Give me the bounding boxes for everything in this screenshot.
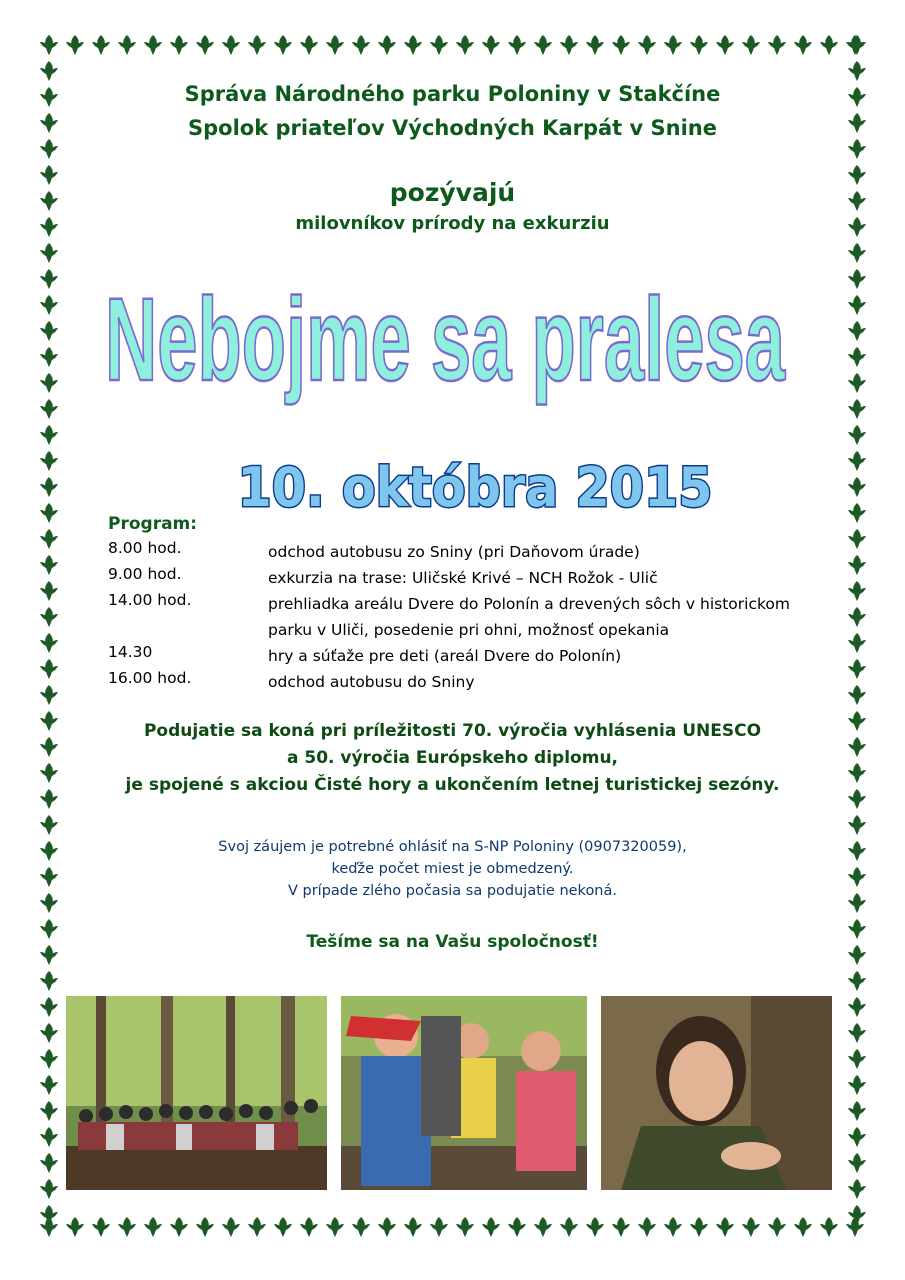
leaf-ornament-icon xyxy=(845,813,869,837)
leaf-ornament-icon xyxy=(297,1215,321,1239)
program-description: odchod autobusu zo Sniny (pri Daňovom úrade) xyxy=(268,543,640,561)
leaf-ornament-icon xyxy=(817,33,841,57)
leaf-ornament-icon xyxy=(635,1215,659,1239)
leaf-ornament-icon xyxy=(167,1215,191,1239)
leaf-ornament-icon xyxy=(37,631,61,655)
leaf-ornament-icon xyxy=(713,33,737,57)
leaf-ornament-icon xyxy=(765,1215,789,1239)
notice-line-3: V prípade zlého počasia sa podujatie nekoná. xyxy=(287,883,617,899)
leaf-ornament-icon xyxy=(245,1215,269,1239)
leaf-ornament-icon xyxy=(845,241,869,265)
leaf-ornament-icon xyxy=(89,1215,113,1239)
leaf-ornament-icon xyxy=(427,1215,451,1239)
leaf-ornament-icon xyxy=(167,33,191,57)
occasion-text xyxy=(0,718,905,799)
leaf-ornament-icon xyxy=(845,995,869,1019)
leaf-ornament-icon xyxy=(583,33,607,57)
leaf-ornament-icon xyxy=(845,969,869,993)
program-heading: Program: xyxy=(108,514,198,534)
leaf-ornament-icon xyxy=(845,657,869,681)
leaf-ornament-icon xyxy=(845,449,869,473)
leaf-ornament-icon xyxy=(845,475,869,499)
leaf-ornament-icon xyxy=(37,1047,61,1071)
leaf-ornament-icon xyxy=(37,59,61,83)
leaf-ornament-icon xyxy=(37,371,61,395)
leaf-ornament-icon xyxy=(687,1215,711,1239)
leaf-ornament-icon xyxy=(845,605,869,629)
leaf-ornament-icon xyxy=(271,33,295,57)
leaf-ornament-icon xyxy=(271,1215,295,1239)
leaf-ornament-icon xyxy=(375,33,399,57)
leaf-ornament-icon xyxy=(37,683,61,707)
event-date-text: 10. októbra 2015 xyxy=(237,456,713,519)
leaf-ornament-icon xyxy=(141,1215,165,1239)
event-date xyxy=(230,452,720,522)
leaf-ornament-icon xyxy=(845,1047,869,1071)
leaf-ornament-icon xyxy=(845,631,869,655)
leaf-ornament-icon xyxy=(297,33,321,57)
leaf-ornament-icon xyxy=(687,33,711,57)
leaf-ornament-icon xyxy=(375,1215,399,1239)
event-title xyxy=(95,262,795,412)
program-time: 8.00 hod. xyxy=(108,539,182,557)
leaf-border-top xyxy=(34,30,872,60)
program-time: 9.00 hod. xyxy=(108,565,182,583)
leaf-ornament-icon xyxy=(583,1215,607,1239)
program-time: 16.00 hod. xyxy=(108,669,192,687)
leaf-ornament-icon xyxy=(661,33,685,57)
leaf-ornament-icon xyxy=(739,1215,763,1239)
leaf-ornament-icon xyxy=(845,33,869,57)
leaf-ornament-icon xyxy=(115,1215,139,1239)
leaf-ornament-icon xyxy=(37,1203,61,1227)
photo-children-group xyxy=(341,996,587,1190)
leaf-ornament-icon xyxy=(37,995,61,1019)
leaf-ornament-icon xyxy=(557,1215,581,1239)
leaf-ornament-icon xyxy=(817,1215,841,1239)
leaf-ornament-icon xyxy=(37,475,61,499)
leaf-ornament-icon xyxy=(37,1125,61,1149)
leaf-ornament-icon xyxy=(845,319,869,343)
leaf-ornament-icon xyxy=(791,33,815,57)
occasion-line-2: a 50. výročia Európskeho diplomu, xyxy=(286,748,619,768)
program-time: 14.30 xyxy=(108,643,153,661)
leaf-ornament-icon xyxy=(845,1177,869,1201)
leaf-ornament-icon xyxy=(845,1073,869,1097)
closing-line: Tešíme sa na Vašu spoločnosť! xyxy=(306,932,599,952)
leaf-ornament-icon xyxy=(845,293,869,317)
leaf-ornament-icon xyxy=(845,267,869,291)
leaf-ornament-icon xyxy=(479,1215,503,1239)
leaf-ornament-icon xyxy=(401,33,425,57)
leaf-ornament-icon xyxy=(63,33,87,57)
program-row xyxy=(108,591,848,643)
leaf-ornament-icon xyxy=(37,241,61,265)
leaf-ornament-icon xyxy=(37,1151,61,1175)
leaf-ornament-icon xyxy=(845,683,869,707)
leaf-ornament-icon xyxy=(845,59,869,83)
leaf-ornament-icon xyxy=(219,33,243,57)
occasion-line-1: Podujatie sa koná pri príležitosti 70. výročia vyhlásenia UNESCO xyxy=(143,721,762,741)
leaf-ornament-icon xyxy=(37,449,61,473)
leaf-ornament-icon xyxy=(427,33,451,57)
leaf-ornament-icon xyxy=(845,1099,869,1123)
leaf-ornament-icon xyxy=(63,1215,87,1239)
leaf-ornament-icon xyxy=(845,1151,869,1175)
leaf-ornament-icon xyxy=(845,371,869,395)
leaf-ornament-icon xyxy=(479,33,503,57)
leaf-ornament-icon xyxy=(401,1215,425,1239)
leaf-ornament-icon xyxy=(89,33,113,57)
leaf-ornament-icon xyxy=(37,1177,61,1201)
leaf-ornament-icon xyxy=(845,553,869,577)
leaf-ornament-icon xyxy=(739,33,763,57)
leaf-ornament-icon xyxy=(557,33,581,57)
leaf-ornament-icon xyxy=(37,397,61,421)
photo-group-forest xyxy=(66,996,327,1190)
leaf-ornament-icon xyxy=(453,33,477,57)
leaf-ornament-icon xyxy=(141,33,165,57)
leaf-ornament-icon xyxy=(635,33,659,57)
photo-girl-holding-creature xyxy=(601,996,832,1190)
leaf-ornament-icon xyxy=(791,1215,815,1239)
leaf-ornament-icon xyxy=(37,527,61,551)
leaf-ornament-icon xyxy=(37,423,61,447)
leaf-ornament-icon xyxy=(845,345,869,369)
program-description: exkurzia na trase: Uličské Krivé – NCH Rožok - Ulič xyxy=(268,569,658,587)
leaf-ornament-icon xyxy=(845,1125,869,1149)
notice-line-2: keďže počet miest je obmedzený. xyxy=(331,861,574,877)
program-row xyxy=(108,539,848,565)
leaf-ornament-icon xyxy=(505,1215,529,1239)
leaf-ornament-icon xyxy=(37,1099,61,1123)
leaf-ornament-icon xyxy=(245,33,269,57)
leaf-ornament-icon xyxy=(323,33,347,57)
program-time: 14.00 hod. xyxy=(108,591,192,609)
occasion-line-3: je spojené s akciou Čisté hory a ukončením letnej turistickej sezóny. xyxy=(125,775,780,795)
registration-notice xyxy=(0,836,905,902)
leaf-ornament-icon xyxy=(323,1215,347,1239)
leaf-ornament-icon xyxy=(37,657,61,681)
leaf-ornament-icon xyxy=(349,1215,373,1239)
leaf-ornament-icon xyxy=(193,1215,217,1239)
leaf-ornament-icon xyxy=(845,1021,869,1045)
program-description: odchod autobusu do Sniny xyxy=(268,673,475,691)
leaf-ornament-icon xyxy=(765,33,789,57)
leaf-ornament-icon xyxy=(37,1021,61,1045)
leaf-ornament-icon xyxy=(37,33,61,57)
leaf-ornament-icon xyxy=(115,33,139,57)
leaf-ornament-icon xyxy=(37,267,61,291)
leaf-ornament-icon xyxy=(661,1215,685,1239)
leaf-ornament-icon xyxy=(609,33,633,57)
leaf-ornament-icon xyxy=(37,137,61,161)
leaf-ornament-icon xyxy=(349,33,373,57)
leaf-ornament-icon xyxy=(37,813,61,837)
leaf-ornament-icon xyxy=(845,501,869,525)
notice-line-1: Svoj záujem je potrebné ohlásiť na S-NP Poloniny (0907320059), xyxy=(218,839,687,855)
leaf-ornament-icon xyxy=(37,345,61,369)
program-description-continued: parku v Uliči, posedenie pri ohni, možnosť opekania xyxy=(268,621,670,639)
leaf-border-bottom xyxy=(34,1212,872,1242)
leaf-ornament-icon xyxy=(37,605,61,629)
program-section xyxy=(108,514,848,695)
program-row xyxy=(108,643,848,669)
leaf-ornament-icon xyxy=(609,1215,633,1239)
program-description: hry a súťaže pre deti (areál Dvere do Polonín) xyxy=(268,647,622,665)
leaf-ornament-icon xyxy=(845,137,869,161)
organizer-line-1: Správa Národného parku Poloniny v Stakčíne xyxy=(184,82,721,106)
leaf-ornament-icon xyxy=(845,527,869,551)
organizer-line-2: Spolok priateľov Východných Karpát v Snine xyxy=(188,116,717,140)
event-title-text: Nebojme sa pralesa xyxy=(105,274,786,406)
leaf-ornament-icon xyxy=(37,1073,61,1097)
leaf-border-left xyxy=(34,30,64,1242)
invite-verb: pozývajú xyxy=(389,178,516,207)
leaf-ornament-icon xyxy=(37,293,61,317)
leaf-ornament-icon xyxy=(37,579,61,603)
leaf-ornament-icon xyxy=(531,1215,555,1239)
invite-subtitle: milovníkov prírody na exkurziu xyxy=(295,213,610,234)
leaf-ornament-icon xyxy=(531,33,555,57)
leaf-ornament-icon xyxy=(453,1215,477,1239)
leaf-ornament-icon xyxy=(713,1215,737,1239)
leaf-ornament-icon xyxy=(193,33,217,57)
program-row xyxy=(108,669,848,695)
program-description: prehliadka areálu Dvere do Polonín a drevených sôch v historickom xyxy=(268,595,790,613)
leaf-ornament-icon xyxy=(845,397,869,421)
leaf-ornament-icon xyxy=(37,969,61,993)
leaf-ornament-icon xyxy=(845,423,869,447)
leaf-ornament-icon xyxy=(845,1203,869,1227)
leaf-ornament-icon xyxy=(505,33,529,57)
leaf-ornament-icon xyxy=(37,501,61,525)
leaf-ornament-icon xyxy=(37,553,61,577)
program-row xyxy=(108,565,848,591)
leaf-ornament-icon xyxy=(37,319,61,343)
leaf-ornament-icon xyxy=(219,1215,243,1239)
leaf-ornament-icon xyxy=(845,579,869,603)
